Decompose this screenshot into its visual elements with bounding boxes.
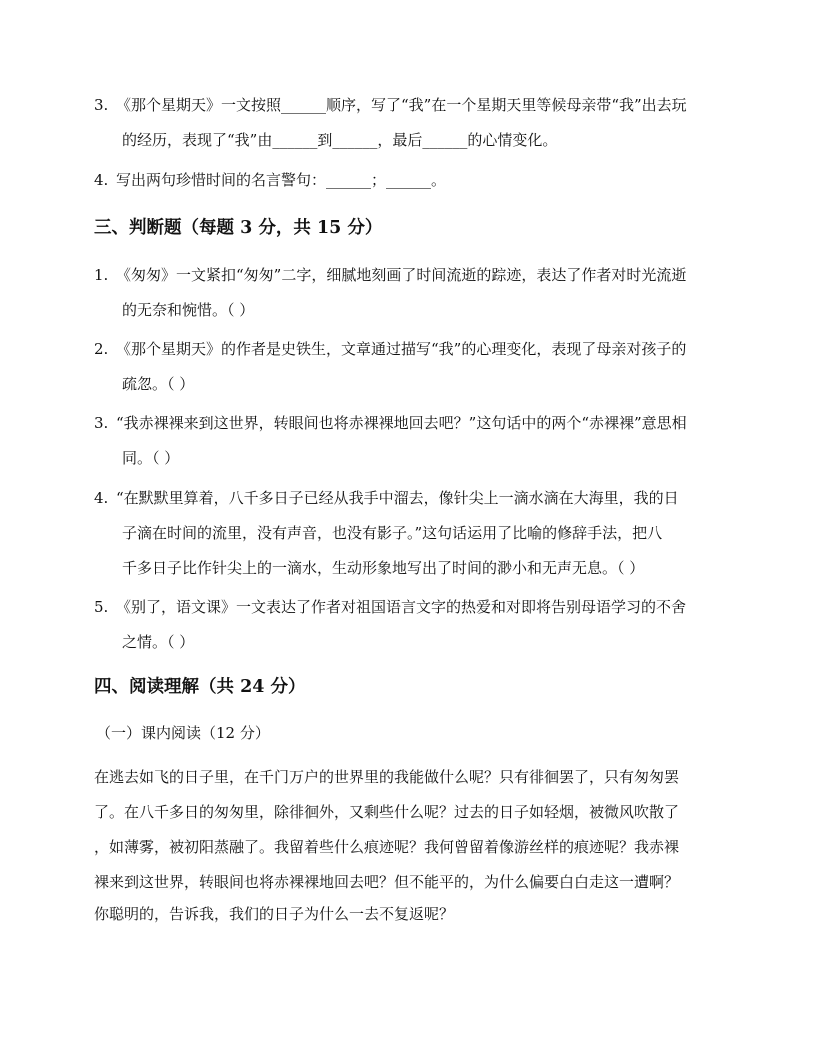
question-number: 4.: [94, 171, 109, 189]
judgment-question-3: [94, 406, 724, 476]
question-text-line: 子滴在时间的流里，没有声音，也没有影子。”这句话运用了比喻的修辞手法，把八: [122, 524, 663, 542]
question-number: 5.: [94, 598, 109, 616]
question-text-line: 的无奈和惋惜。（ ）: [122, 301, 255, 319]
question-text-line: 千多日子比作针尖上的一滴水，生动形象地写出了时间的渺小和无声无息。（ ）: [122, 559, 645, 577]
reading-passage: [94, 760, 724, 900]
passage-line: 了。在八千多日的匆匆里，除徘徊外，又剩些什么呢？过去的日子如轻烟，被微风吹散了: [94, 803, 680, 821]
question-number: 4.: [94, 489, 109, 507]
passage-line: 在逃去如飞的日子里，在千门万户的世界里的我能做什么呢？只有徘徊罢了，只有匆匆罢: [94, 768, 680, 786]
question-number: 2.: [94, 340, 109, 358]
fill-question-3: [94, 88, 724, 158]
judgment-question-1: [94, 258, 724, 328]
question-number: 3.: [94, 96, 109, 114]
passage-line: 裸来到这世界，转眼间也将赤裸裸地回去吧？但不能平的，为什么偏要白白走这一遭啊？: [94, 873, 680, 891]
judgment-question-5: [94, 590, 724, 660]
question-text-line: 之情。（ ）: [122, 633, 195, 651]
question-text-line: “在默默里算着，八千多日子已经从我手中溜去，像针尖上一滴水滴在大海里，我的日: [116, 489, 679, 507]
section-heading-reading: 四、阅读理解（共 24 分）: [94, 677, 306, 697]
question-text-line: 疏忽。（ ）: [122, 375, 195, 393]
question-text-line: 《匆匆》一文紧扣“匆匆”二字，细腻地刻画了时间流逝的踪迹，表达了作者对时光流逝: [116, 266, 687, 284]
question-text-line: 《那个星期天》一文按照______顺序，写了“我”在一个星期天里等候母亲带“我”出去玩: [116, 96, 687, 114]
question-text-line: 《别了，语文课》一文表达了作者对祖国语言文字的热爱和对即将告别母语学习的不舍: [116, 598, 687, 616]
question-number: 1.: [94, 266, 109, 284]
judgment-question-4: [94, 481, 724, 586]
question-text-line: 写出两句珍惜时间的名言警句：______；______。: [116, 171, 447, 189]
reading-passage-question: 你聪明的，告诉我，我们的日子为什么一去不复返呢？: [94, 905, 455, 923]
reading-subheading: （一）课内阅读（12 分）: [96, 724, 270, 742]
question-text-line: 的经历，表现了“我”由______到______，最后______的心情变化。: [122, 131, 558, 149]
section-heading-judgment: 三、判断题（每题 3 分，共 15 分）: [94, 218, 383, 238]
fill-question-4: [94, 163, 724, 198]
question-number: 3.: [94, 414, 109, 432]
judgment-question-2: [94, 332, 724, 402]
question-text-line: 《那个星期天》的作者是史铁生，文章通过描写“我”的心理变化，表现了母亲对孩子的: [116, 340, 687, 358]
question-text-line: “我赤裸裸来到这世界，转眼间也将赤裸裸地回去吧？”这句话中的两个“赤裸裸”意思相: [116, 414, 687, 432]
passage-line: ，如薄雾，被初阳蒸融了。我留着些什么痕迹呢？我何曾留着像游丝样的痕迹呢？我赤裸: [94, 838, 680, 856]
question-text-line: 同。（ ）: [122, 449, 180, 467]
